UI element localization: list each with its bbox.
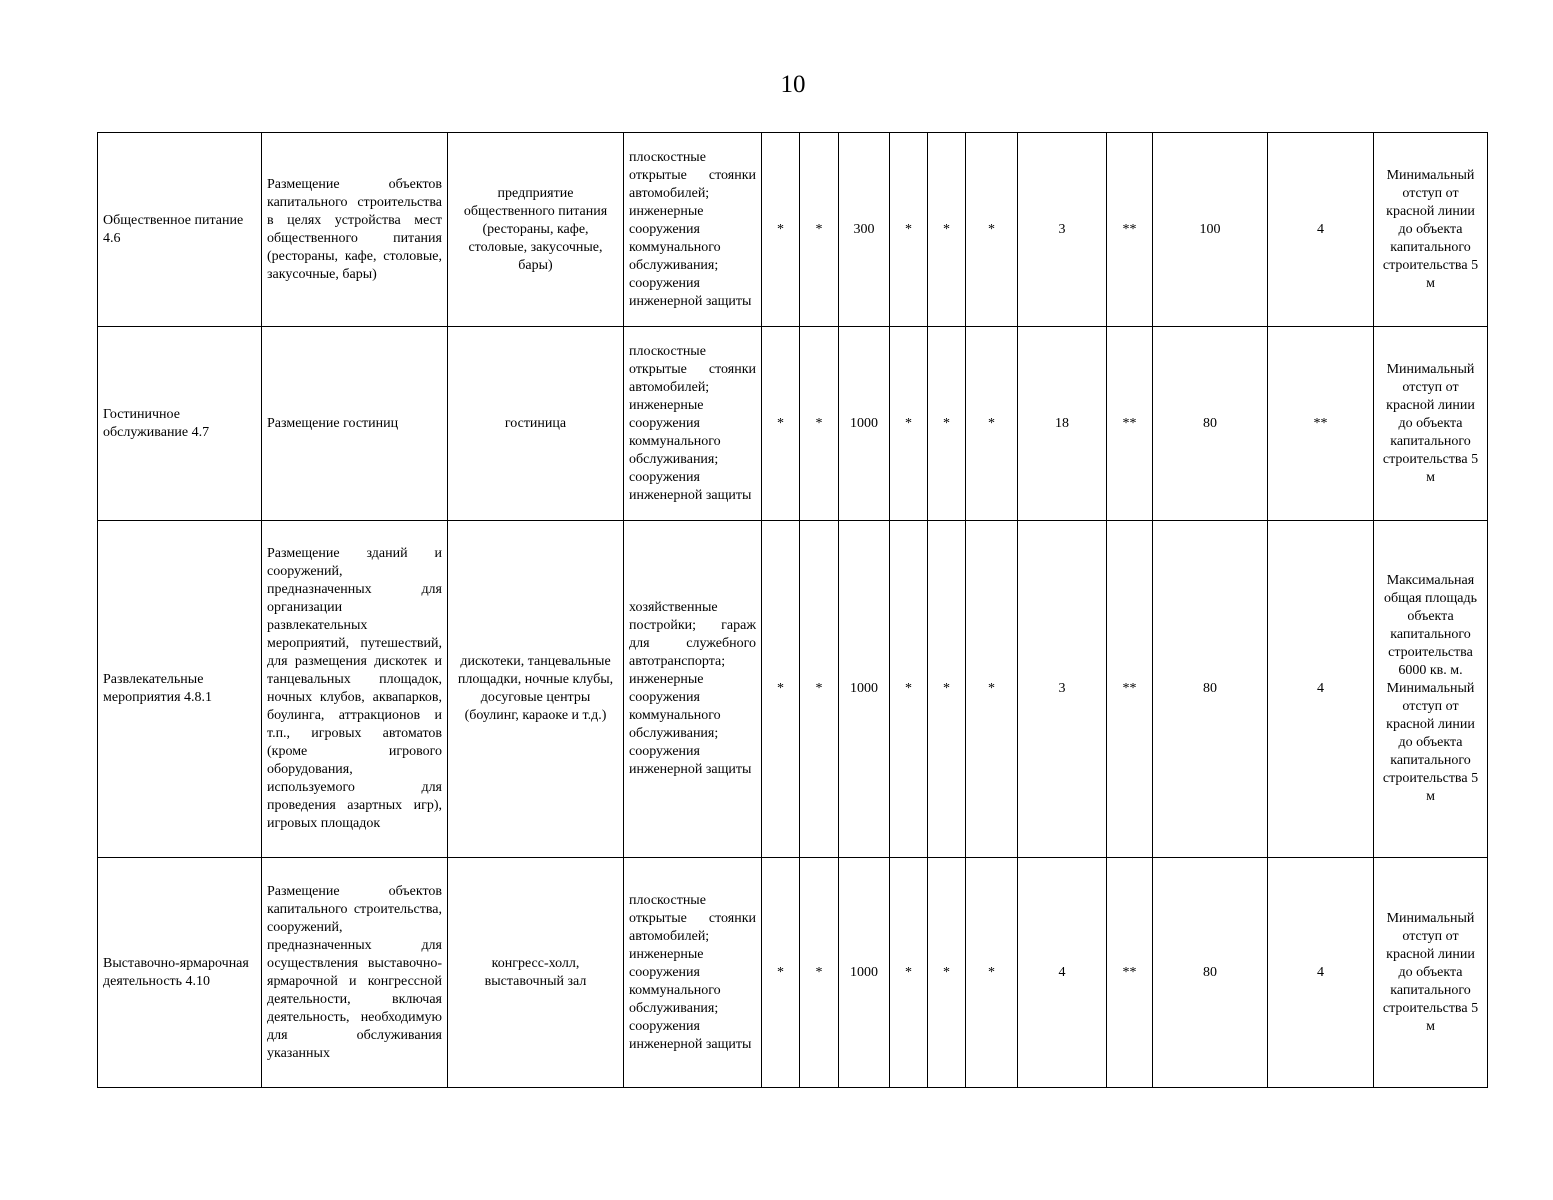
notes-cell: Минимальный отступ от красной линии до объекта капитального строительства 5 м: [1374, 858, 1488, 1088]
param-cell: *: [966, 521, 1018, 858]
param-cell: 100: [1153, 133, 1268, 327]
permitted-use-description: Размещение зданий и сооружений, предназначенных для организации развлекательных мероприятий, путешествий, для размещения дискотек и танцевальных площадок, ночных клубов, аквапарков, боулинга, аттракционов и т.п., игровых автоматов (кроме игрового оборудования, используемого для проведения азартных игр), игровых площадок: [262, 521, 448, 858]
permitted-use-name: Общественное питание 4.6: [98, 133, 262, 327]
land-use-regulations-table: [97, 132, 1488, 1088]
table-row: [98, 327, 1488, 521]
param-cell: **: [1107, 327, 1153, 521]
auxiliary-use-types: плоскостные открытые стоянки автомобилей; инженерные сооружения коммунального обслуживания; сооружения инженерной защиты: [624, 133, 762, 327]
param-cell: *: [966, 858, 1018, 1088]
param-cell: 4: [1268, 858, 1374, 1088]
param-cell: *: [800, 133, 839, 327]
param-cell: **: [1107, 521, 1153, 858]
param-cell: 18: [1018, 327, 1107, 521]
permitted-use-name: Выставочно-ярмарочная деятельность 4.10: [98, 858, 262, 1088]
param-cell: **: [1268, 327, 1374, 521]
param-cell: *: [966, 327, 1018, 521]
main-use-types: предприятие общественного питания (рестораны, кафе, столовые, закусочные, бары): [448, 133, 624, 327]
param-cell: 4: [1268, 133, 1374, 327]
param-cell: **: [1107, 133, 1153, 327]
param-cell: 1000: [839, 858, 890, 1088]
param-cell: *: [928, 521, 966, 858]
permitted-use-name: Гостиничное обслуживание 4.7: [98, 327, 262, 521]
param-cell: *: [762, 133, 800, 327]
auxiliary-use-types: хозяйственные постройки; гараж для служебного автотранспорта; инженерные сооружения коммунального обслуживания; сооружения инженерной защиты: [624, 521, 762, 858]
param-cell: 80: [1153, 858, 1268, 1088]
param-cell: *: [800, 327, 839, 521]
table-row: [98, 521, 1488, 858]
param-cell: *: [890, 133, 928, 327]
param-cell: *: [890, 521, 928, 858]
main-use-types: конгресс-холл, выставочный зал: [448, 858, 624, 1088]
auxiliary-use-types: плоскостные открытые стоянки автомобилей; инженерные сооружения коммунального обслуживания; сооружения инженерной защиты: [624, 858, 762, 1088]
permitted-use-name: Развлекательные мероприятия 4.8.1: [98, 521, 262, 858]
param-cell: *: [762, 858, 800, 1088]
param-cell: *: [890, 327, 928, 521]
notes-cell: Минимальный отступ от красной линии до объекта капитального строительства 5 м: [1374, 327, 1488, 521]
auxiliary-use-types: плоскостные открытые стоянки автомобилей; инженерные сооружения коммунального обслуживания; сооружения инженерной защиты: [624, 327, 762, 521]
param-cell: 300: [839, 133, 890, 327]
param-cell: *: [890, 858, 928, 1088]
param-cell: *: [762, 327, 800, 521]
page-number: 10: [780, 71, 806, 98]
param-cell: 4: [1018, 858, 1107, 1088]
param-cell: 3: [1018, 521, 1107, 858]
param-cell: *: [762, 521, 800, 858]
param-cell: 4: [1268, 521, 1374, 858]
param-cell: *: [966, 133, 1018, 327]
param-cell: 3: [1018, 133, 1107, 327]
main-use-types: дискотеки, танцевальные площадки, ночные клубы, досуговые центры (боулинг, караоке и т.д.): [448, 521, 624, 858]
param-cell: 1000: [839, 327, 890, 521]
param-cell: 80: [1153, 521, 1268, 858]
param-cell: *: [800, 858, 839, 1088]
main-use-types: гостиница: [448, 327, 624, 521]
param-cell: *: [928, 133, 966, 327]
param-cell: 1000: [839, 521, 890, 858]
param-cell: *: [928, 327, 966, 521]
notes-cell: Максимальная общая площадь объекта капитального строительства 6000 кв. м. Минимальный отступ от красной линии до объекта капитального строительства 5 м: [1374, 521, 1488, 858]
table-row: [98, 133, 1488, 327]
notes-cell: Минимальный отступ от красной линии до объекта капитального строительства 5 м: [1374, 133, 1488, 327]
permitted-use-description: Размещение объектов капитального строительства в целях устройства мест общественного питания (рестораны, кафе, столовые, закусочные, бары): [262, 133, 448, 327]
param-cell: 80: [1153, 327, 1268, 521]
permitted-use-description: Размещение объектов капитального строительства, сооружений, предназначенных для осуществления выставочно-ярмарочной и конгрессной деятельности, включая деятельность, необходимую для обслуживания указанных: [262, 858, 448, 1088]
param-cell: **: [1107, 858, 1153, 1088]
permitted-use-description: Размещение гостиниц: [262, 327, 448, 521]
table-row: [98, 858, 1488, 1088]
param-cell: *: [928, 858, 966, 1088]
param-cell: *: [800, 521, 839, 858]
